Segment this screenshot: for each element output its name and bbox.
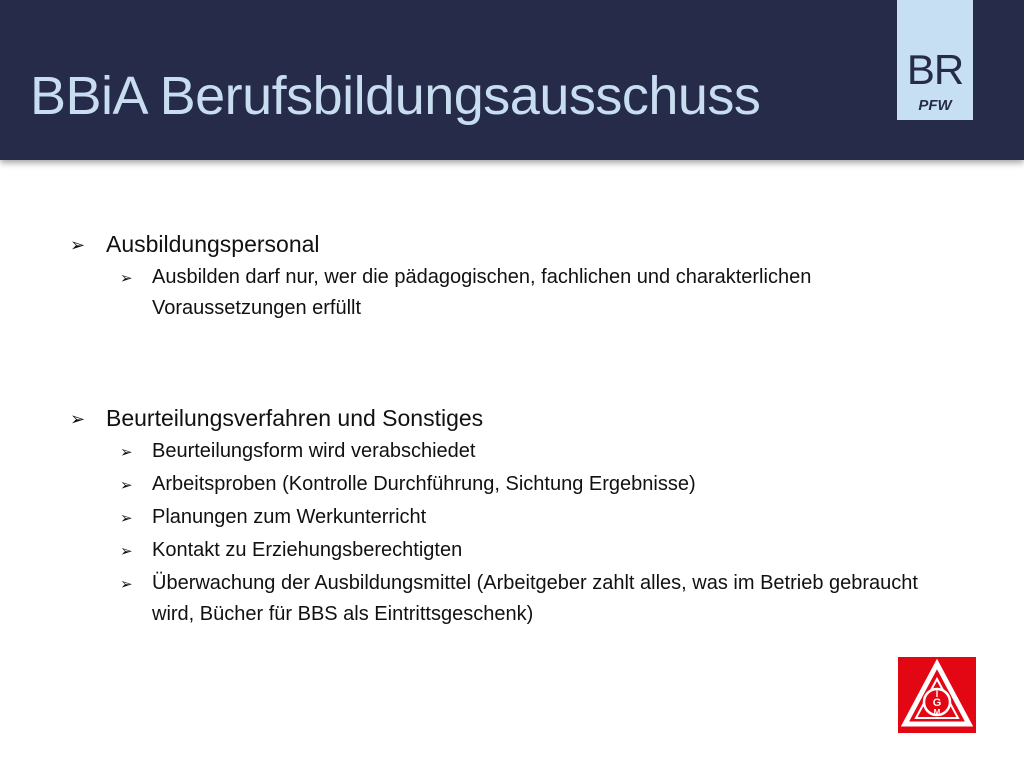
ig-metall-logo xyxy=(898,657,976,733)
slide-title: BBiA Berufsbildungsausschuss xyxy=(30,66,761,126)
bullet-level2 xyxy=(70,502,950,533)
bullet-text: Kontakt zu Erziehungsberechtigten xyxy=(152,539,463,561)
arrow-bullet-icon: ➢ xyxy=(70,235,86,256)
bullet-level2 xyxy=(70,436,950,467)
arrow-bullet-icon: ➢ xyxy=(120,509,133,527)
svg-text:I: I xyxy=(935,689,939,699)
bullet-text: Überwachung der Ausbildungsmittel (Arbeitgeber zahlt alles, was im Betrieb gebraucht wird, Bücher für BBS als Eintrittsgeschenk) xyxy=(152,572,918,625)
arrow-bullet-icon: ➢ xyxy=(120,269,133,287)
header-bar xyxy=(0,0,1024,160)
bullet-text: Beurteilungsform wird verabschiedet xyxy=(152,440,476,462)
pfw-logo-text: PFW xyxy=(918,97,952,114)
bullet-level1 xyxy=(70,402,950,434)
arrow-bullet-icon: ➢ xyxy=(120,542,133,560)
br-logo-text: BR xyxy=(906,46,964,93)
arrow-bullet-icon: ➢ xyxy=(120,476,133,494)
svg-text:M: M xyxy=(933,708,941,717)
bullet-level2 xyxy=(70,535,950,566)
ig-metall-logo-icon xyxy=(898,657,976,733)
section-beurteilungsverfahren xyxy=(70,402,950,630)
bullet-level2 xyxy=(70,568,950,630)
bullet-text: Ausbildungspersonal xyxy=(106,231,320,257)
bullet-text: Arbeitsproben (Kontrolle Durchführung, Sichtung Ergebnisse) xyxy=(152,473,696,495)
bullet-level1 xyxy=(70,228,950,260)
section-ausbildungspersonal xyxy=(70,228,950,324)
bullet-text: Planungen zum Werkunterricht xyxy=(152,506,427,528)
bullet-level2 xyxy=(70,469,950,500)
bullet-text: Ausbilden darf nur, wer die pädagogischen, fachlichen und charakterlichen Voraussetzungen erfüllt xyxy=(152,266,812,319)
arrow-bullet-icon: ➢ xyxy=(120,575,133,593)
arrow-bullet-icon: ➢ xyxy=(70,409,86,430)
bullet-text: Beurteilungsverfahren und Sonstiges xyxy=(106,405,484,431)
svg-text:G: G xyxy=(932,697,942,709)
arrow-bullet-icon: ➢ xyxy=(120,443,133,461)
br-pfw-logo xyxy=(897,0,973,120)
bullet-content xyxy=(70,228,950,630)
bullet-level2 xyxy=(70,262,950,324)
